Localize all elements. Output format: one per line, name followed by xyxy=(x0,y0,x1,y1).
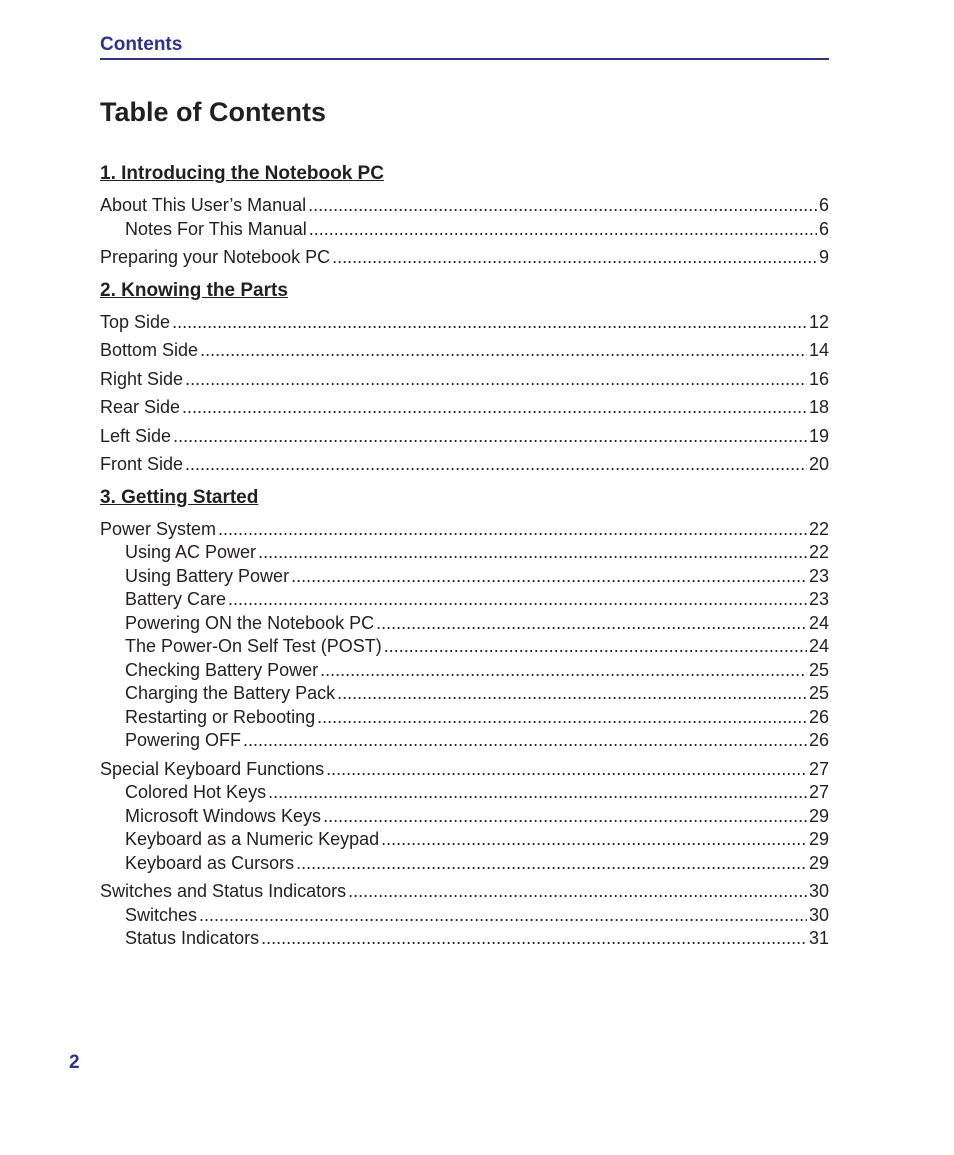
toc-entry-page: 9 xyxy=(818,247,829,267)
table-of-contents xyxy=(100,162,829,960)
toc-entry-page: 14 xyxy=(808,340,829,360)
toc-section xyxy=(100,162,829,270)
toc-entry[interactable] xyxy=(100,904,829,928)
toc-entry-title: Checking Battery Power xyxy=(125,659,319,680)
dot-leader xyxy=(320,659,807,683)
toc-entry-title: Front Side xyxy=(100,454,184,474)
toc-entry-page: 22 xyxy=(808,518,829,539)
toc-entry-page: 19 xyxy=(808,425,829,446)
toc-entry[interactable] xyxy=(100,612,829,636)
toc-entry-page: 24 xyxy=(808,636,829,656)
dot-leader xyxy=(228,588,807,612)
dot-leader xyxy=(172,311,807,335)
toc-entry-title: Preparing your Notebook PC xyxy=(100,247,331,267)
toc-entry-title: Switches xyxy=(125,904,198,925)
toc-entry[interactable] xyxy=(100,588,829,612)
toc-entry[interactable] xyxy=(100,635,829,659)
toc-entry-title: Charging the Battery Pack xyxy=(125,683,336,703)
toc-entry-title: Keyboard as a Numeric Keypad xyxy=(125,829,380,849)
toc-entry-page: 6 xyxy=(818,218,829,239)
dot-leader xyxy=(268,781,807,805)
dot-leader xyxy=(258,541,807,565)
toc-entry[interactable] xyxy=(100,682,829,706)
toc-entry-title: Powering OFF xyxy=(125,730,242,750)
toc-entry[interactable] xyxy=(100,729,829,753)
toc-entry-title: The Power-On Self Test (POST) xyxy=(125,636,382,656)
toc-entry-title: Using Battery Power xyxy=(125,565,290,586)
toc-entry[interactable] xyxy=(100,453,829,477)
toc-entry-title: Battery Care xyxy=(125,589,227,609)
toc-entry-title: Using AC Power xyxy=(125,542,257,562)
toc-entry-page: 27 xyxy=(808,782,829,802)
toc-section xyxy=(100,486,829,951)
toc-entry-title: Notes For This Manual xyxy=(125,218,307,239)
toc-entry-page: 29 xyxy=(808,829,829,849)
toc-entry[interactable] xyxy=(100,565,829,589)
toc-entry-page: 31 xyxy=(808,928,829,948)
toc-entry-page: 25 xyxy=(808,659,829,680)
toc-entry-page: 24 xyxy=(808,612,829,633)
dot-leader xyxy=(182,396,807,420)
dot-leader xyxy=(243,729,807,753)
toc-entry[interactable] xyxy=(100,706,829,730)
toc-entry-page: 26 xyxy=(808,730,829,750)
dot-leader xyxy=(308,194,817,218)
toc-entry[interactable] xyxy=(100,805,829,829)
toc-entry-page: 30 xyxy=(808,904,829,925)
toc-entry-list xyxy=(100,311,829,477)
toc-entry-page: 18 xyxy=(808,397,829,417)
toc-section xyxy=(100,279,829,477)
dot-leader xyxy=(384,635,807,659)
toc-entry-list xyxy=(100,194,829,270)
dot-leader xyxy=(261,927,807,951)
toc-entry-page: 6 xyxy=(818,195,829,215)
toc-entry-title: Left Side xyxy=(100,425,172,446)
toc-entry-page: 26 xyxy=(808,706,829,727)
dot-leader xyxy=(185,453,807,477)
dot-leader xyxy=(218,518,807,542)
section-heading[interactable]: 3. Getting Started xyxy=(100,486,259,508)
page-title: Table of Contents xyxy=(100,97,326,127)
dot-leader xyxy=(332,246,817,270)
toc-entry-page: 23 xyxy=(808,565,829,586)
toc-entry-title: Top Side xyxy=(100,311,171,332)
toc-entry-page: 22 xyxy=(808,542,829,562)
toc-entry[interactable] xyxy=(100,758,829,782)
toc-entry[interactable] xyxy=(100,218,829,242)
toc-entry-page: 29 xyxy=(808,852,829,873)
toc-entry-page: 27 xyxy=(808,758,829,779)
dot-leader xyxy=(376,612,807,636)
dot-leader xyxy=(381,828,807,852)
dot-leader xyxy=(323,805,807,829)
dot-leader xyxy=(173,425,807,449)
toc-entry-page: 30 xyxy=(808,881,829,901)
toc-entry-title: Right Side xyxy=(100,368,184,389)
toc-entry-page: 23 xyxy=(808,589,829,609)
toc-entry-title: Restarting or Rebooting xyxy=(125,706,316,727)
toc-entry-list xyxy=(100,518,829,951)
toc-entry[interactable] xyxy=(100,396,829,420)
dot-leader xyxy=(348,880,807,904)
dot-leader xyxy=(200,339,807,363)
toc-entry[interactable] xyxy=(100,927,829,951)
toc-entry-title: Powering ON the Notebook PC xyxy=(125,612,375,633)
toc-entry-title: Power System xyxy=(100,518,217,539)
toc-entry[interactable] xyxy=(100,880,829,904)
toc-entry-title: Colored Hot Keys xyxy=(125,782,267,802)
toc-entry[interactable] xyxy=(100,194,829,218)
toc-entry-page: 20 xyxy=(808,454,829,474)
toc-entry[interactable] xyxy=(100,659,829,683)
page-number: 2 xyxy=(69,1052,80,1073)
toc-entry[interactable] xyxy=(100,246,829,270)
dot-leader xyxy=(337,682,807,706)
dot-leader xyxy=(309,218,817,242)
toc-entry-title: Special Keyboard Functions xyxy=(100,758,325,779)
dot-leader xyxy=(185,368,807,392)
toc-entry[interactable] xyxy=(100,368,829,392)
toc-entry[interactable] xyxy=(100,339,829,363)
toc-entry-page: 16 xyxy=(808,368,829,389)
toc-entry[interactable] xyxy=(100,518,829,542)
toc-entry[interactable] xyxy=(100,541,829,565)
toc-entry-title: Keyboard as Cursors xyxy=(125,852,295,873)
toc-entry-page: 12 xyxy=(808,311,829,332)
dot-leader xyxy=(317,706,807,730)
toc-entry[interactable] xyxy=(100,852,829,876)
section-heading[interactable]: 2. Knowing the Parts xyxy=(100,279,288,301)
toc-entry[interactable] xyxy=(100,828,829,852)
section-heading[interactable]: 1. Introducing the Notebook PC xyxy=(100,163,384,184)
toc-entry-title: Switches and Status Indicators xyxy=(100,881,347,901)
toc-entry-title: About This User’s Manual xyxy=(100,195,307,215)
toc-entry-title: Bottom Side xyxy=(100,340,199,360)
toc-entry-page: 29 xyxy=(808,805,829,826)
toc-entry-page: 25 xyxy=(808,683,829,703)
toc-entry[interactable] xyxy=(100,781,829,805)
dot-leader xyxy=(291,565,807,589)
dot-leader xyxy=(326,758,807,782)
toc-entry-title: Rear Side xyxy=(100,397,181,417)
dot-leader xyxy=(199,904,807,928)
toc-entry-title: Microsoft Windows Keys xyxy=(125,805,322,826)
dot-leader xyxy=(296,852,807,876)
running-header: Contents xyxy=(100,34,829,60)
toc-entry[interactable] xyxy=(100,425,829,449)
toc-entry[interactable] xyxy=(100,311,829,335)
toc-entry-title: Status Indicators xyxy=(125,928,260,948)
